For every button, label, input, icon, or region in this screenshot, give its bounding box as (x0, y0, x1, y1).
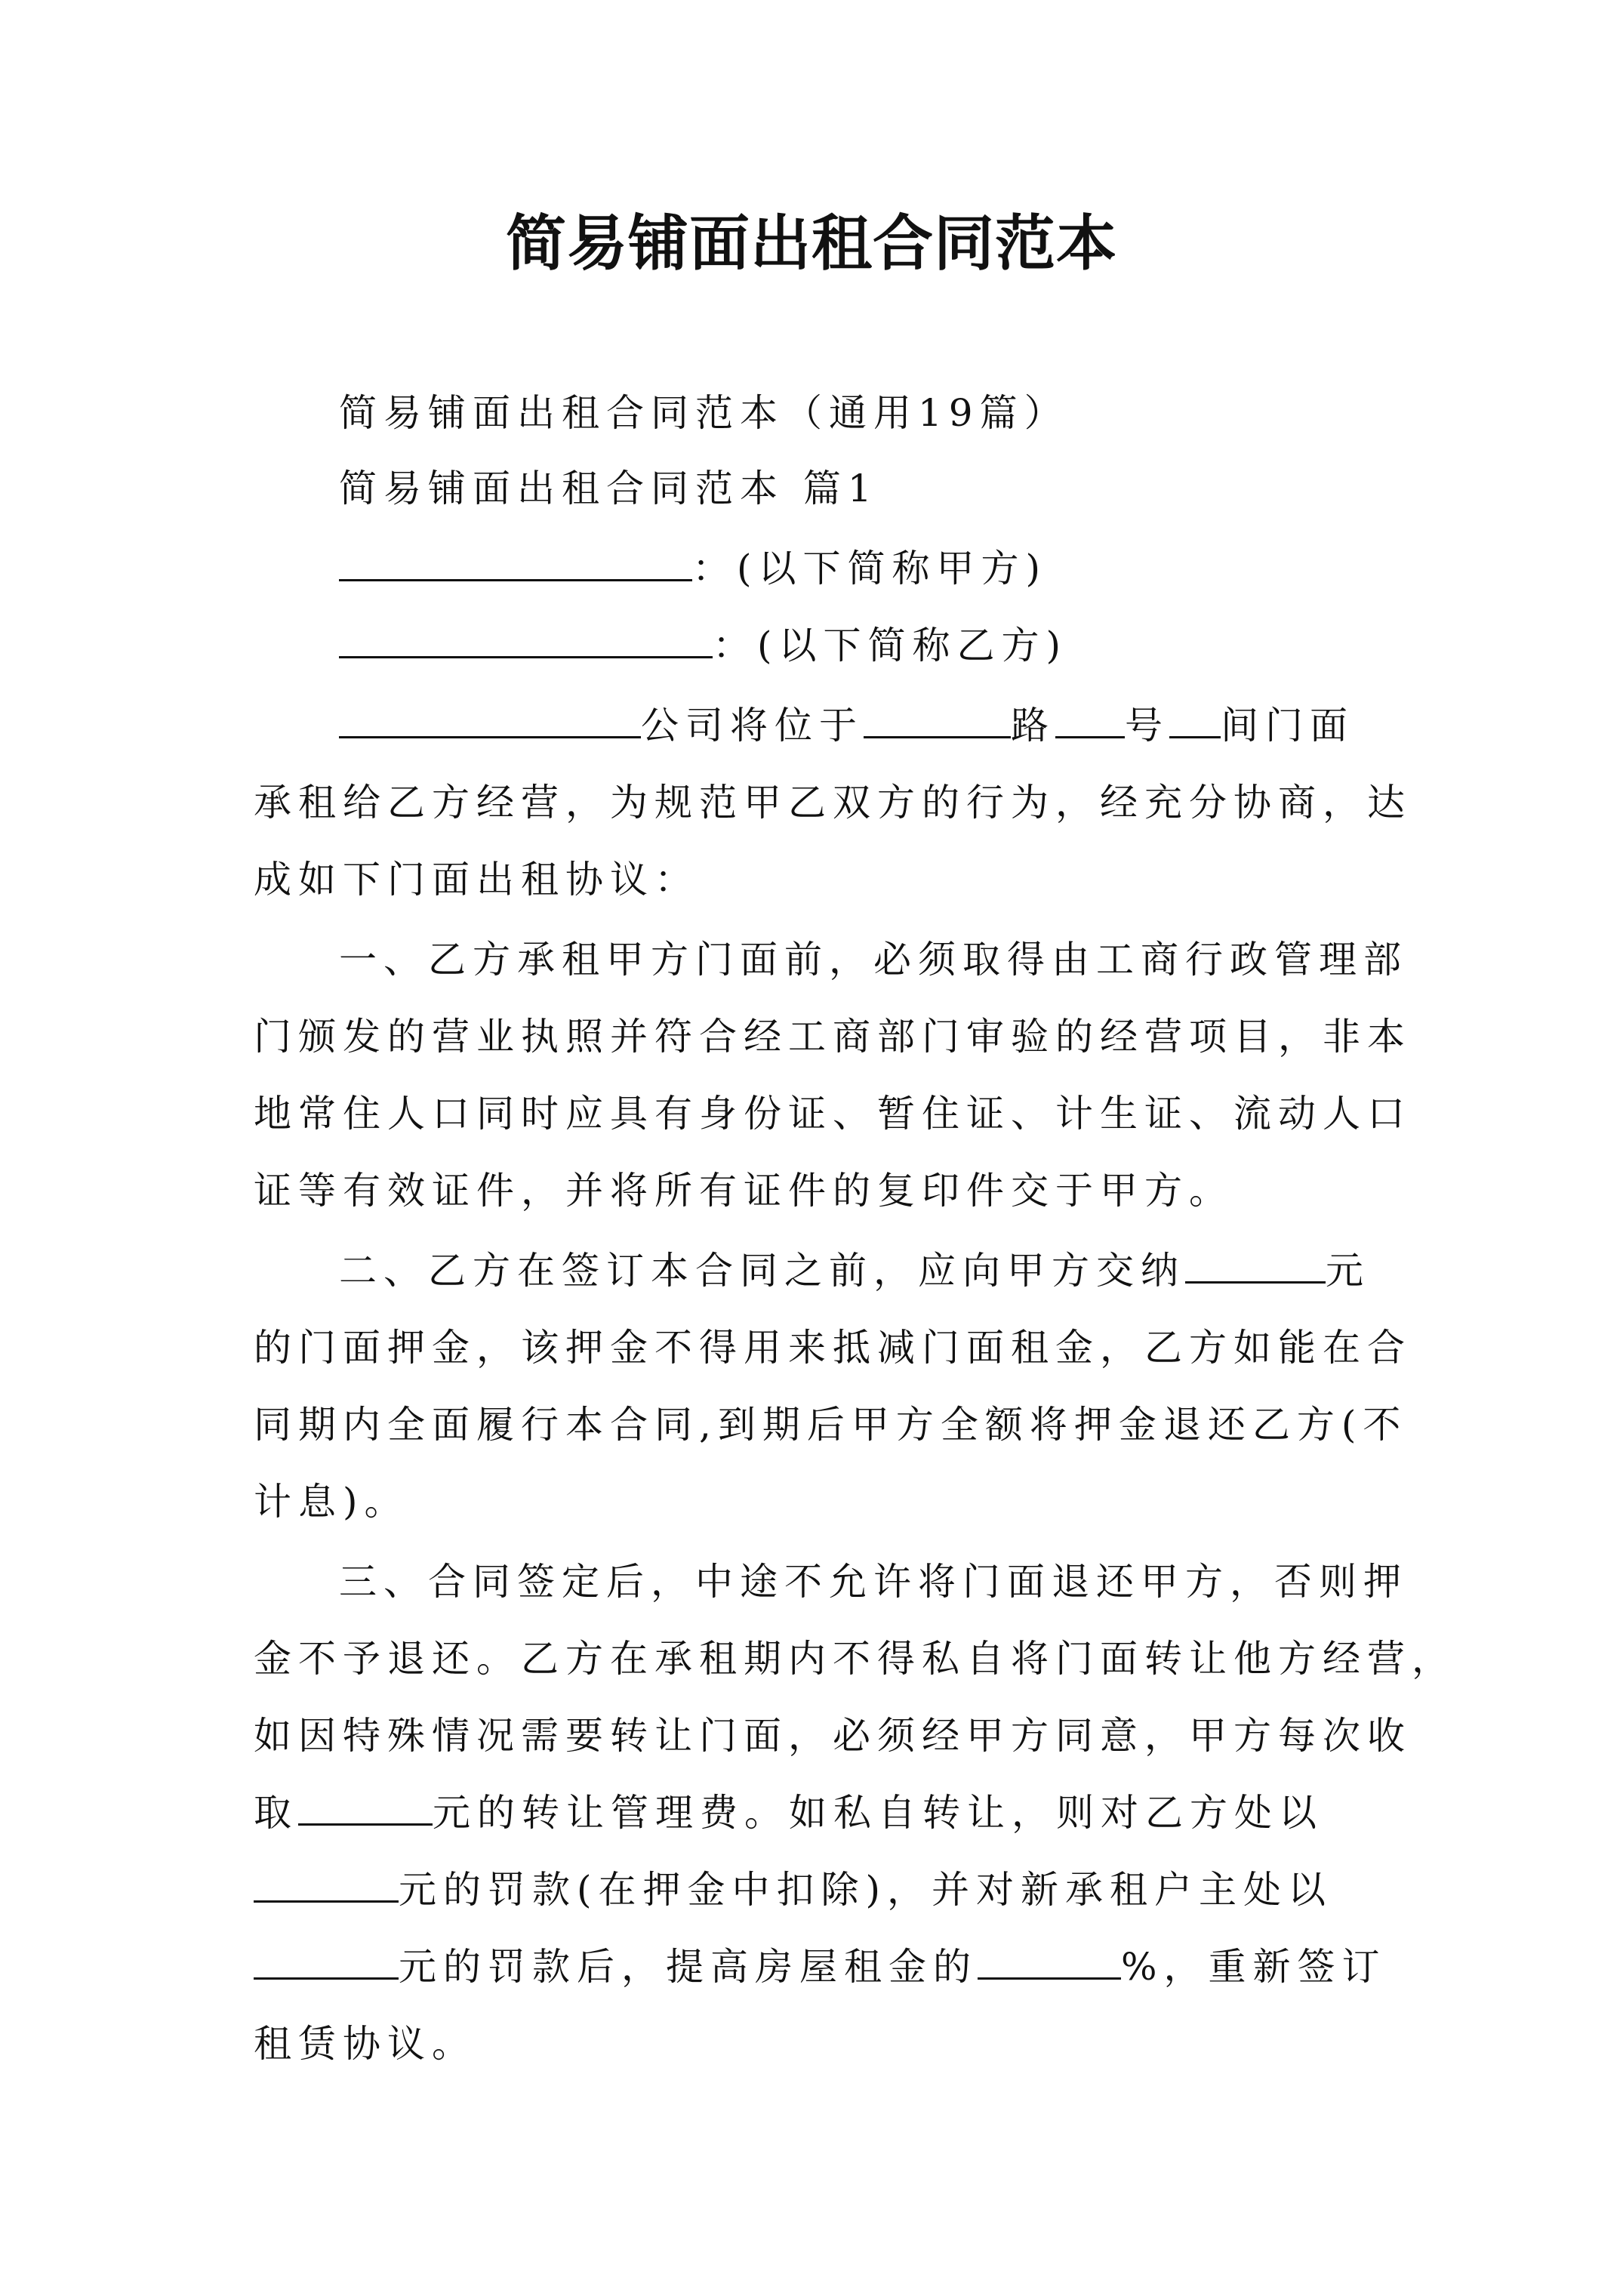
intro-line-1 (339, 688, 1471, 763)
document-subtitle (339, 375, 1471, 451)
clause3-line-7: 租赁协议。 (254, 2022, 476, 2066)
clause3-text-fine: 元的罚款(在押金中扣除)，并对新承租户主处以 (399, 1868, 1333, 1912)
clause3-text-percent: %，重新签订 (1121, 1945, 1387, 1989)
percent-blank (978, 1931, 1121, 1980)
transfer-fee-blank (298, 1777, 433, 1826)
intro-line-3: 成如下门面出租协议： (254, 858, 699, 901)
intro-text-2: 路 (1011, 704, 1055, 747)
fine-blank-2 (254, 1931, 399, 1980)
clause1-line-4: 证等有效证件，并将所有证件的复印件交于甲方。 (254, 1169, 1233, 1213)
clause3-text-rent: 元的罚款后，提高房屋租金的 (399, 1945, 978, 1989)
party-a-blank (339, 532, 692, 581)
clause1-line-1: 一、乙方承租甲方门面前，必须取得由工商行政管理部 (339, 938, 1408, 982)
room-count-blank (1169, 689, 1221, 738)
party-b-blank (339, 609, 713, 658)
deposit-blank (1185, 1234, 1326, 1284)
clause2-line-2: 的门面押金，该押金不得用来抵减门面租金，乙方如能在合 (254, 1326, 1412, 1370)
road-blank (864, 689, 1011, 738)
clause3-line-5 (254, 1852, 1386, 1928)
party-b-label: ：(以下简称乙方) (713, 624, 1068, 667)
intro-text-1: 公司将位于 (641, 704, 864, 747)
intro-text-3: 号 (1125, 704, 1169, 747)
subtitle-text: 简易铺面出租合同范本（通用19篇） (339, 391, 1069, 435)
intro-text-4: 间门面 (1221, 704, 1354, 747)
intro-line-2: 承租给乙方经营，为规范甲乙双方的行为，经充分协商，达 (254, 781, 1412, 824)
clause2-line-4: 计息)。 (254, 1480, 409, 1524)
party-a-label: ：(以下简称甲方) (692, 547, 1048, 590)
clause3-line-4 (254, 1775, 1386, 1851)
clause2-text-2: 元 (1326, 1249, 1370, 1293)
clause1-line-2: 门颁发的营业执照并符合经工商部门审验的经营项目，非本 (254, 1015, 1412, 1059)
company-blank (339, 689, 641, 738)
clause3-line-1: 三、合同签定后，中途不允许将门面退还甲方，否则押 (339, 1560, 1408, 1604)
clause3-line-6 (254, 1929, 1386, 2005)
party-a-line (339, 531, 1471, 606)
number-blank (1055, 689, 1125, 738)
party-b-line (339, 608, 1471, 683)
section-heading-text: 简易铺面出租合同范本 篇1 (339, 467, 879, 510)
clause2-line-1 (339, 1233, 1471, 1308)
document-title: 简易铺面出租合同范本 (506, 208, 1117, 279)
clause1-line-3: 地常住人口同时应具有身份证、暂住证、计生证、流动人口 (254, 1092, 1412, 1136)
clause3-text-take: 取 (254, 1791, 298, 1835)
clause2-text-1: 二、乙方在签订本合同之前，应向甲方交纳 (339, 1249, 1185, 1293)
clause3-line-2: 金不予退还。乙方在承租期内不得私自将门面转让他方经营， (254, 1637, 1456, 1681)
clause3-text-transfer: 元的转让管理费。如私自转让，则对乙方处以 (433, 1791, 1323, 1835)
clause3-line-3: 如因特殊情况需要转让门面，必须经甲方同意，甲方每次收 (254, 1714, 1412, 1758)
fine-blank-1 (254, 1854, 399, 1903)
clause2-line-3: 同期内全面履行本合同,到期后甲方全额将押金退还乙方(不 (254, 1403, 1408, 1447)
section-heading (339, 451, 1471, 526)
